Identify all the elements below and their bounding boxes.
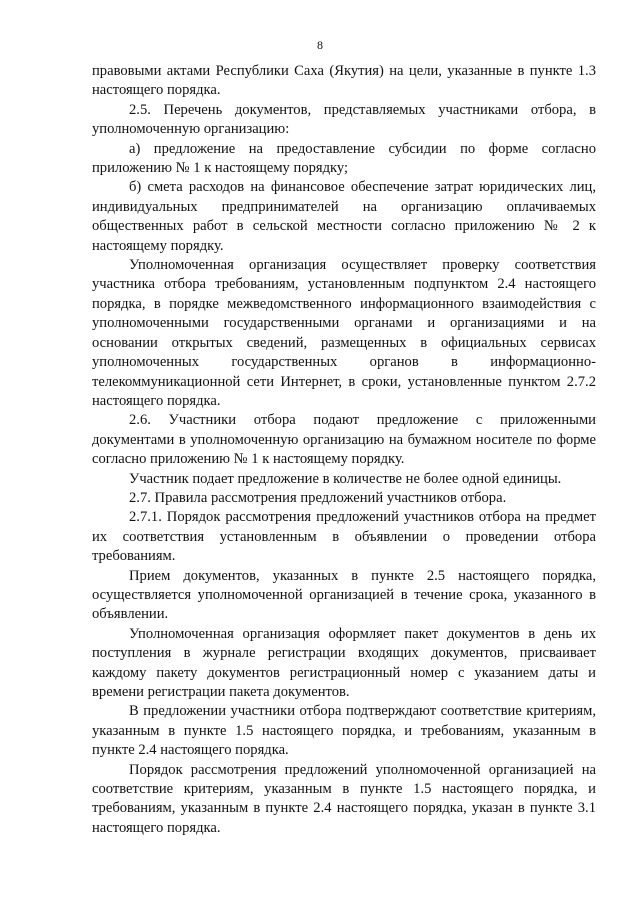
document-body — [92, 62, 596, 838]
paragraph-item-b: б) смета расходов на финансовое обеспечение затрат юридических лиц, индивидуальных предпринимателей на организацию оплачиваемых общественных работ в сельской местности согласно приложению № 2 к настоящему порядку. — [92, 179, 596, 254]
paragraph-single-proposal: Участник подает предложение в количестве не более одной единицы. — [129, 470, 562, 487]
paragraph-item-a: а) предложение на предоставление субсидии по форме согласно приложению № 1 к настоящему порядку; — [92, 140, 596, 177]
paragraph-confirmation: В предложении участники отбора подтверждают соответствие критериям, указанным в пункте 1.5 настоящего порядка, и требованиям, указанным в пункте 2.4 настоящего порядка. — [92, 703, 596, 759]
paragraph-registration: Уполномоченная организация оформляет пакет документов в день их поступления в журнале регистрации входящих документов, присваивает каждому пакету документов регистрационный номер с указанием даты и времени регистрации пакета документов. — [92, 625, 596, 700]
paragraph-2-7-rules: 2.7. Правила рассмотрения предложений участников отбора. — [129, 489, 507, 506]
paragraph-2-6-submission: 2.6. Участники отбора подают предложение с приложенными документами в уполномоченную организацию на бумажном носителе по форме согласно приложению № 1 к настоящему порядку. — [92, 412, 596, 468]
paragraph-verification: Уполномоченная организация осуществляет проверку соответствия участника отбора требованиям, установленным подпунктом 2.4 настоящего порядка, в порядке межведомственного информационного взаимодействия с уполномоченными государственными органами и организациями и на основании открытых сведений, размещенных в официальных сервисах уполномоченных государственных органов в информационно-телекоммуникационной сети Интернет, в сроки, установленные пунктом 2.7.2 настоящего порядка. — [92, 257, 596, 409]
paragraph-continuation: правовыми актами Республики Саха (Якутия) на цели, указанные в пункте 1.3 настоящего порядка. — [92, 63, 596, 99]
paragraph-2-5-documents-list: 2.5. Перечень документов, представляемых участниками отбора, в уполномоченную организацию: — [92, 101, 596, 138]
paragraph-acceptance: Прием документов, указанных в пункте 2.5 настоящего порядка, осуществляется уполномоченной организацией в течение срока, указанного в объявлении. — [92, 567, 596, 623]
page-number: 8 — [317, 38, 323, 52]
paragraph-review-procedure: Порядок рассмотрения предложений уполномоченной организацией на соответствие критериям, указанным в пункте 1.5 настоящего порядка, и требованиям, указанным в пункте 2.4 настоящего порядка, указан в пункте 3.1 настоящего порядка. — [92, 761, 596, 836]
paragraph-2-7-1-procedure: 2.7.1. Порядок рассмотрения предложений участников отбора на предмет их соответствия установленным в объявлении о проведении отбора требованиям. — [92, 509, 596, 565]
